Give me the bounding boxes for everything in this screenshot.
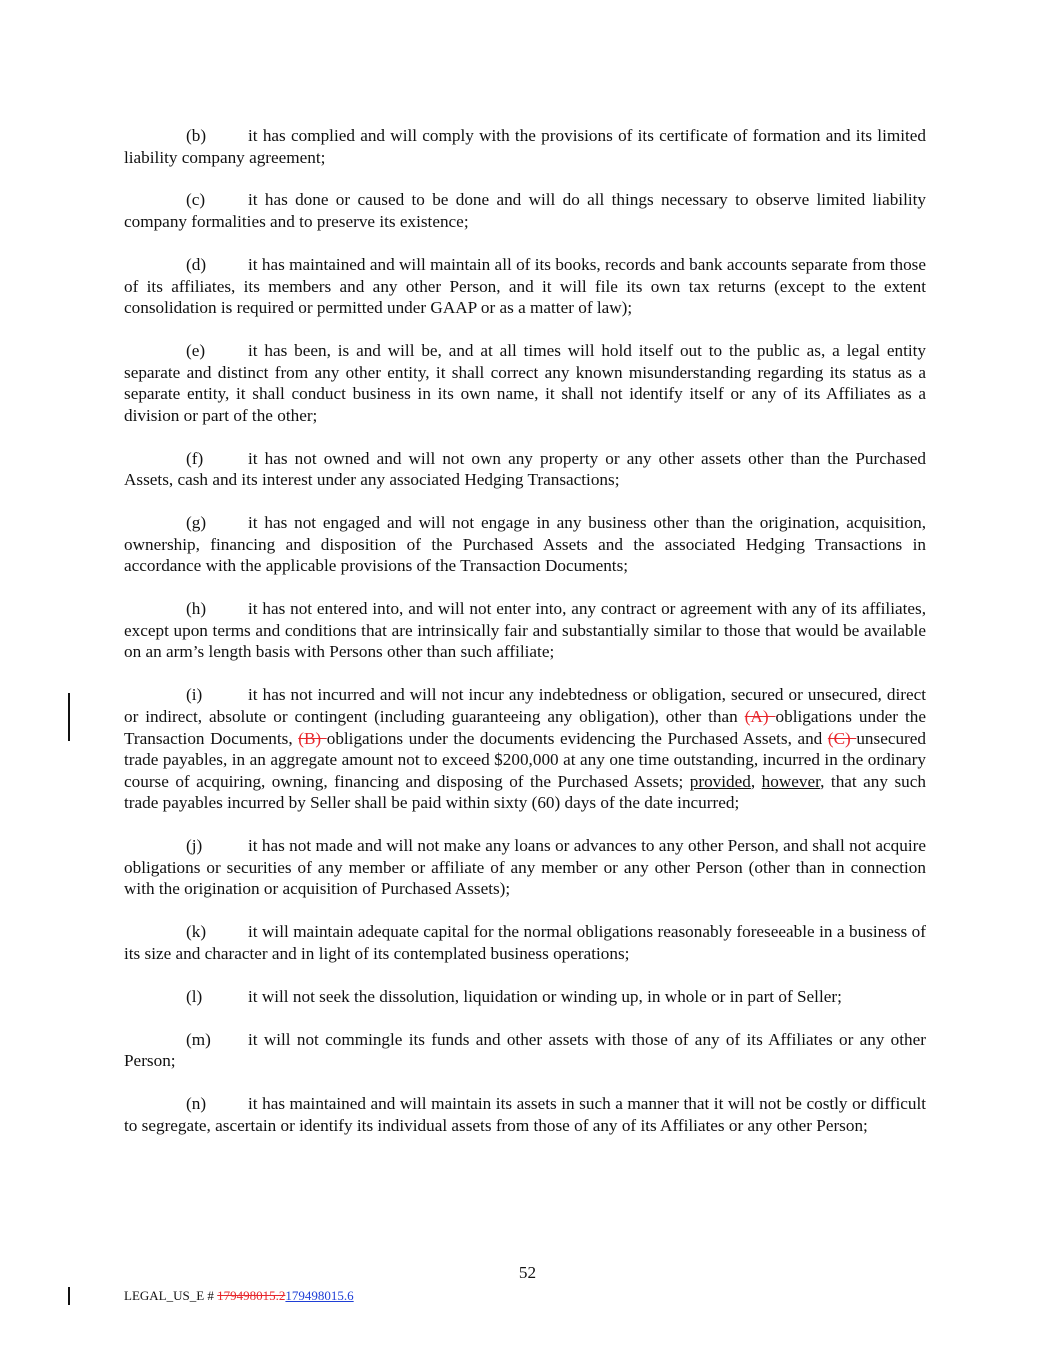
- paragraph-l: [124, 986, 926, 1008]
- footer-deleted-id: 179498015.2: [217, 1288, 286, 1303]
- document-footer: [124, 1288, 354, 1304]
- paragraph-text: it has not made and will not make any loans or advances to any other Person, and shall not acquire obligations or securities of any member or affiliate of any member or any other Person (other than in connection with the origination or acquisition of Purchased Assets);: [124, 836, 926, 899]
- paragraph-i: [124, 684, 926, 814]
- paragraph-text: it has been, is and will be, and at all times will hold itself out to the public as, a legal entity separate and distinct from any other entity, it shall correct any known misunderstanding regarding its status as a separate entity, it shall conduct business in its own name, it shall not identify itself or any of its Affiliates as a division or part of the other;: [124, 341, 926, 425]
- deleted-marker-a: (A): [744, 706, 776, 726]
- paragraph-text: ,: [750, 771, 762, 791]
- paragraph-text: it has complied and will comply with the provisions of its certificate of formation and its limited liability company agreement;: [124, 126, 926, 167]
- paragraph-e: [124, 340, 926, 426]
- change-bar-footer: [68, 1287, 70, 1305]
- paragraph-g: [124, 512, 926, 577]
- paragraph-text: obligations under the documents evidencing the Purchased Assets, and: [326, 728, 828, 748]
- paragraph-h: [124, 598, 926, 663]
- deleted-marker-c: (C): [827, 728, 857, 748]
- footer-prefix: LEGAL_US_E #: [124, 1288, 218, 1303]
- paragraph-label: (d): [186, 254, 207, 274]
- document-body: [124, 125, 926, 1158]
- paragraph-label: (m): [186, 1029, 211, 1049]
- paragraph-label: (h): [186, 599, 207, 619]
- paragraph-text: it will not seek the dissolution, liquidation or winding up, in whole or in part of Seller;: [248, 986, 842, 1006]
- paragraph-label: (l): [186, 986, 203, 1006]
- paragraph-label: (b): [186, 126, 207, 145]
- paragraph-text: it has not incurred and will not incur any indebtedness or obligation, secured or unsecured, direct or indirect, absolute or contingent (including guaranteeing any obligation), other than: [124, 685, 926, 726]
- paragraph-text: obligations under the Transaction Documents,: [124, 706, 926, 748]
- paragraph-text: it has not owned and will not own any property or any other assets other than the Purchased Assets, cash and its interest under any associated Hedging Transactions;: [124, 448, 926, 490]
- paragraph-label: (k): [186, 922, 207, 942]
- paragraph-k: [124, 921, 926, 964]
- deleted-marker-b: (B): [298, 728, 327, 748]
- paragraph-f: [124, 448, 926, 491]
- underlined-provided: provided: [689, 771, 751, 791]
- paragraph-text: it will maintain adequate capital for the normal obligations reasonably foreseeable in a business of its size and character and in light of its contemplated business operations;: [124, 922, 926, 963]
- paragraph-text: unsecured trade payables, in an aggregate amount not to exceed $200,000 at any one time outstanding, incurred in the ordinary course of acquiring, owning, financing and disposing of the Purchased Assets;: [124, 728, 927, 791]
- paragraph-c: [124, 189, 926, 232]
- paragraph-b: [124, 125, 926, 168]
- paragraph-text: it has maintained and will maintain its assets in such a manner that it will not be costly or difficult to segregate, ascertain or identify its individual assets from those of any of its Affiliates or any other Person;: [124, 1094, 926, 1135]
- paragraph-text: it has done or caused to be done and will do all things necessary to observe limited liability company formalities and to preserve its existence;: [124, 190, 926, 232]
- paragraph-text: it has maintained and will maintain all of its books, records and bank accounts separate from those of its affiliates, its members and any other Person, and it will file its own tax returns (except to the extent consolidation is required or permitted under GAAP or as a matter of law);: [124, 254, 926, 318]
- paragraph-d: [124, 254, 926, 319]
- paragraph-j: [124, 835, 926, 900]
- paragraph-text: , that any such trade payables incurred by Seller shall be paid within sixty (60) days of the date incurred;: [124, 771, 926, 813]
- paragraph-label: (i): [186, 685, 203, 705]
- change-bar-paragraph-i: [68, 693, 70, 741]
- footer-inserted-id: 179498015.6: [285, 1288, 354, 1303]
- paragraph-m: [124, 1029, 926, 1072]
- paragraph-n: [124, 1093, 926, 1136]
- paragraph-label: (n): [186, 1094, 207, 1114]
- paragraph-label: (e): [186, 341, 206, 361]
- paragraph-text: it has not entered into, and will not enter into, any contract or agreement with any of its affiliates, except upon terms and conditions that are intrinsically fair and substantially similar to those that would be available on an arm’s length basis with Persons other than such affiliate;: [124, 599, 926, 662]
- paragraph-label: (j): [186, 836, 203, 856]
- paragraph-text: it has not engaged and will not engage in any business other than the origination, acquisition, ownership, financing and disposition of the Purchased Assets and the associated Hedging Transactions in accordance with the applicable provisions of the Transaction Documents;: [124, 513, 926, 576]
- page-number: 52: [518, 1263, 537, 1282]
- paragraph-label: (c): [186, 190, 206, 210]
- paragraph-label: (f): [186, 448, 204, 468]
- paragraph-text: it will not commingle its funds and other assets with those of any of its Affiliates or any other Person;: [124, 1029, 926, 1071]
- underlined-however: however: [761, 771, 821, 791]
- paragraph-label: (g): [186, 513, 207, 533]
